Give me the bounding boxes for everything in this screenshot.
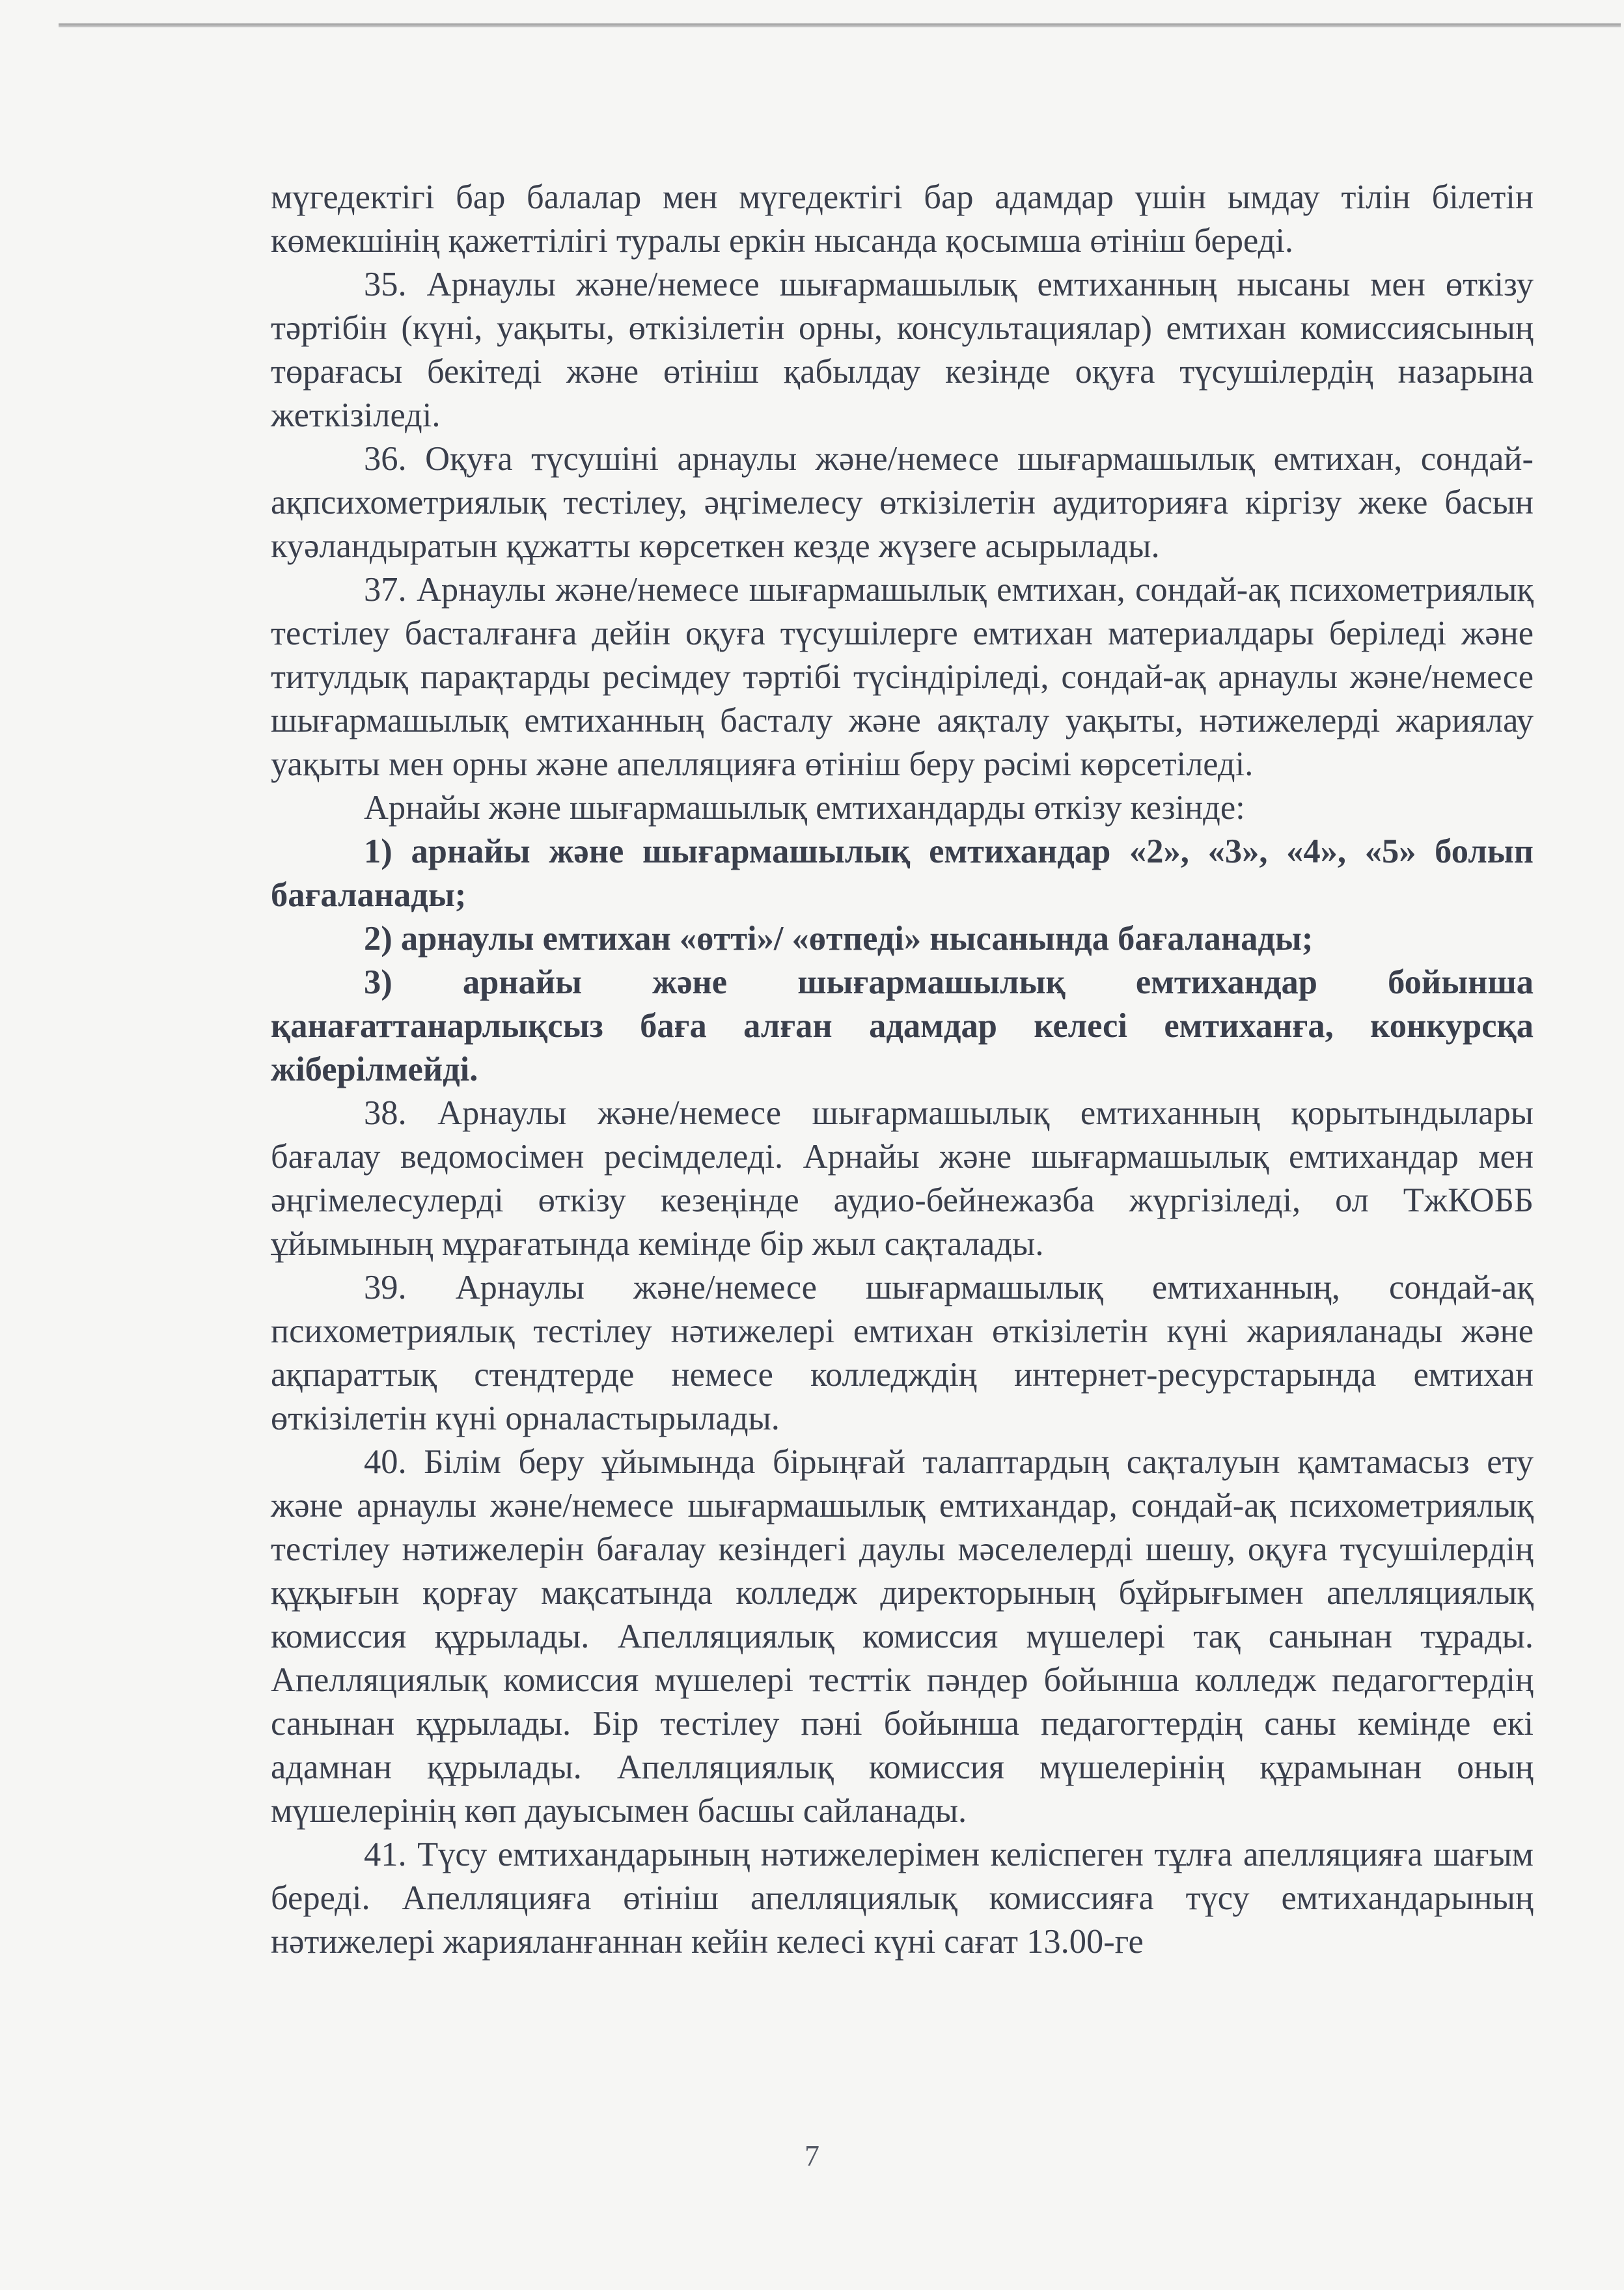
paragraph-continuation: мүгедектігі бар балалар мен мүгедектігі бар адамдар үшін ымдау тілін білетін көмекшінің қажеттілігі туралы еркін нысанда қосымша өтініш береді.	[271, 178, 1534, 260]
paragraph-39: 39. Арнаулы және/немесе шығармашылық емтиханның, сондай-ақ психометриялық тестілеу нәтижелері емтихан өткізілетін күні жарияланады және ақпараттық стендтерде немесе колледждің интернет-ресурстарында емтихан өткізілетін күні орналастырылады.	[271, 1269, 1534, 1437]
paragraph-36: 36. Оқуға түсушіні арнаулы және/немесе шығармашылық емтихан, сондай-ақпсихометриялық тестілеу, әңгімелесу өткізілетін аудиторияға кіргізу жеке басын куәландыратын құжатты көрсеткен кезде жүзеге асырылады.	[271, 440, 1534, 565]
list-item-2: 2) арнаулы емтихан «өтті»/ «өтпеді» нысанында бағаланады;	[364, 920, 1314, 958]
paragraph-38: 38. Арнаулы және/немесе шығармашылық емтиханның қорытындылары бағалау ведомосімен ресімделеді. Арнайы және шығармашылық емтихандар мен әңгімелесулерді өткізу кезеңінде аудио-бейнежазба жүргізіледі, ол ТжКОББ ұйымының мұрағатында кемінде бір жыл сақталады.	[271, 1094, 1534, 1263]
scan-top-edge	[59, 23, 1621, 27]
document-body	[271, 176, 1534, 1964]
paragraph-exam-intro: Арнайы және шығармашылық емтихандарды өткізу кезінде:	[364, 789, 1245, 827]
paragraph-35: 35. Арнаулы және/немесе шығармашылық емтиханның нысаны мен өткізу тәртібін (күні, уақыты, өткізілетін орны, консультациялар) емтихан комиссиясының төрағасы бекітеді және өтініш қабылдау кезінде оқуға түсушілердің назарына жеткізіледі.	[271, 266, 1534, 434]
paragraph-41: 41. Түсу емтихандарының нәтижелерімен келіспеген тұлға апелляцияға шағым береді. Апелляцияға өтініш апелляциялық комиссияға түсу емтихандарының нәтижелері жарияланғаннан кейін келесі күні сағат 13.00-ге	[271, 1836, 1534, 1961]
page-number: 7	[805, 2139, 819, 2172]
list-item-1: 1) арнайы және шығармашылық емтихандар «2», «3», «4», «5» болып бағаланады;	[271, 833, 1534, 914]
paragraph-40: 40. Білім беру ұйымында бірыңғай талаптардың сақталуын қамтамасыз ету және арнаулы және/немесе шығармашылық емтихандар, сондай-ақ психометриялық тестілеу нәтижелерін бағалау кезіндегі даулы мәселелерді шешу, оқуға түсушілердің құқығын қорғау мақсатында колледж директорының бұйрығымен апелляциялық комиссия құрылады. Апелляциялық комиссия мүшелері тақ санынан тұрады. Апелляциялық комиссия мүшелері тесттік пәндер бойынша колледж педагогтердің санынан құрылады. Бір тестілеу пәні бойынша педагогтердің саны кемінде екі адамнан құрылады. Апелляциялық комиссия мүшелерінің құрамынан оның мүшелерінің көп дауысымен басшы сайланады.	[271, 1443, 1534, 1830]
paragraph-37: 37. Арнаулы және/немесе шығармашылық емтихан, сондай-ақ психометриялық тестілеу басталғанға дейін оқуға түсушілерге емтихан материалдары беріледі және титулдық парақтарды ресімдеу тәртібі түсіндіріледі, сондай-ақ арнаулы және/немесе шығармашылық емтиханның басталу және аяқталу уақыты, нәтижелерді жариялау уақыты мен орны және апелляцияға өтініш беру рәсімі көрсетіледі.	[271, 571, 1534, 783]
list-item-3: 3) арнайы және шығармашылық емтихандар бойынша қанағаттанарлықсыз баға алған адамдар келесі емтиханға, конкурсқа жіберілмейді.	[271, 963, 1534, 1088]
